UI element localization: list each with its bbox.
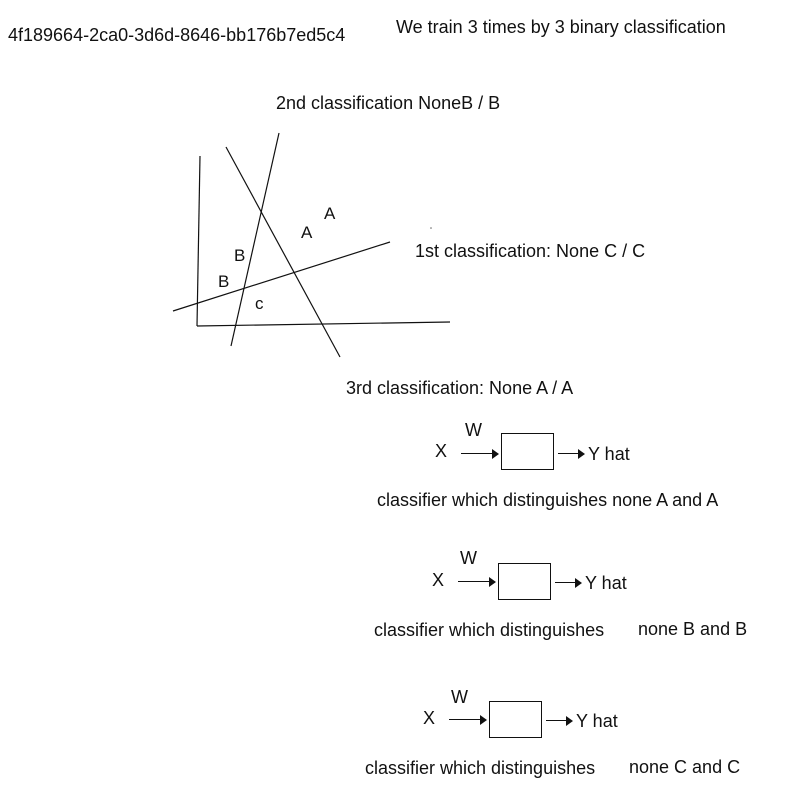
classifier-2-input-arrow [458, 577, 496, 587]
first-classification-label: 1st classification: None C / C [415, 241, 646, 261]
point-label-b-upper: B [234, 246, 246, 265]
classifier-2-box [498, 563, 551, 600]
classifier-2-output: Y hat [585, 573, 627, 593]
classifier-1-box [501, 433, 554, 470]
classifier-1-output: Y hat [588, 444, 630, 464]
classifier-3-description-prefix: classifier which distinguishes [365, 758, 596, 778]
classifier-2-description-prefix: classifier which distinguishes [374, 620, 605, 640]
stray-dot [430, 227, 432, 229]
classifier-2-weight: W [460, 548, 477, 568]
classifier-1-input: X [435, 441, 448, 461]
header-id: 4f189664-2ca0-3d6d-8646-bb176b7ed5c4 [8, 25, 346, 45]
classifier-3-input: X [423, 708, 436, 728]
classifier-3-output: Y hat [576, 711, 618, 731]
second-classification-label: 2nd classification NoneB / B [276, 93, 501, 113]
classifier-1-input-arrow [461, 449, 499, 459]
boundary-line-1st [173, 242, 390, 311]
classifier-3-output-arrow [546, 716, 573, 726]
classifier-3-description-suffix: none C and C [629, 757, 741, 777]
third-classification-label: 3rd classification: None A / A [346, 378, 574, 398]
classifier-1-description: classifier which distinguishes none A and A [377, 490, 719, 510]
point-label-a-lower: A [301, 223, 313, 242]
classifier-1-output-arrow [558, 449, 585, 459]
classifier-2-description-suffix: none B and B [638, 619, 748, 639]
classifier-3-weight: W [451, 687, 468, 707]
classifier-3-input-arrow [449, 715, 487, 725]
classifier-2-input: X [432, 570, 445, 590]
point-label-b-lower: B [218, 272, 230, 291]
y-axis [197, 156, 200, 326]
header-title: We train 3 times by 3 binary classification [396, 17, 726, 37]
classifier-3-box [489, 701, 542, 738]
classifier-1-weight: W [465, 420, 482, 440]
classifier-2-output-arrow [555, 578, 582, 588]
point-label-a-upper: A [324, 204, 336, 223]
point-label-c: c [255, 294, 264, 313]
